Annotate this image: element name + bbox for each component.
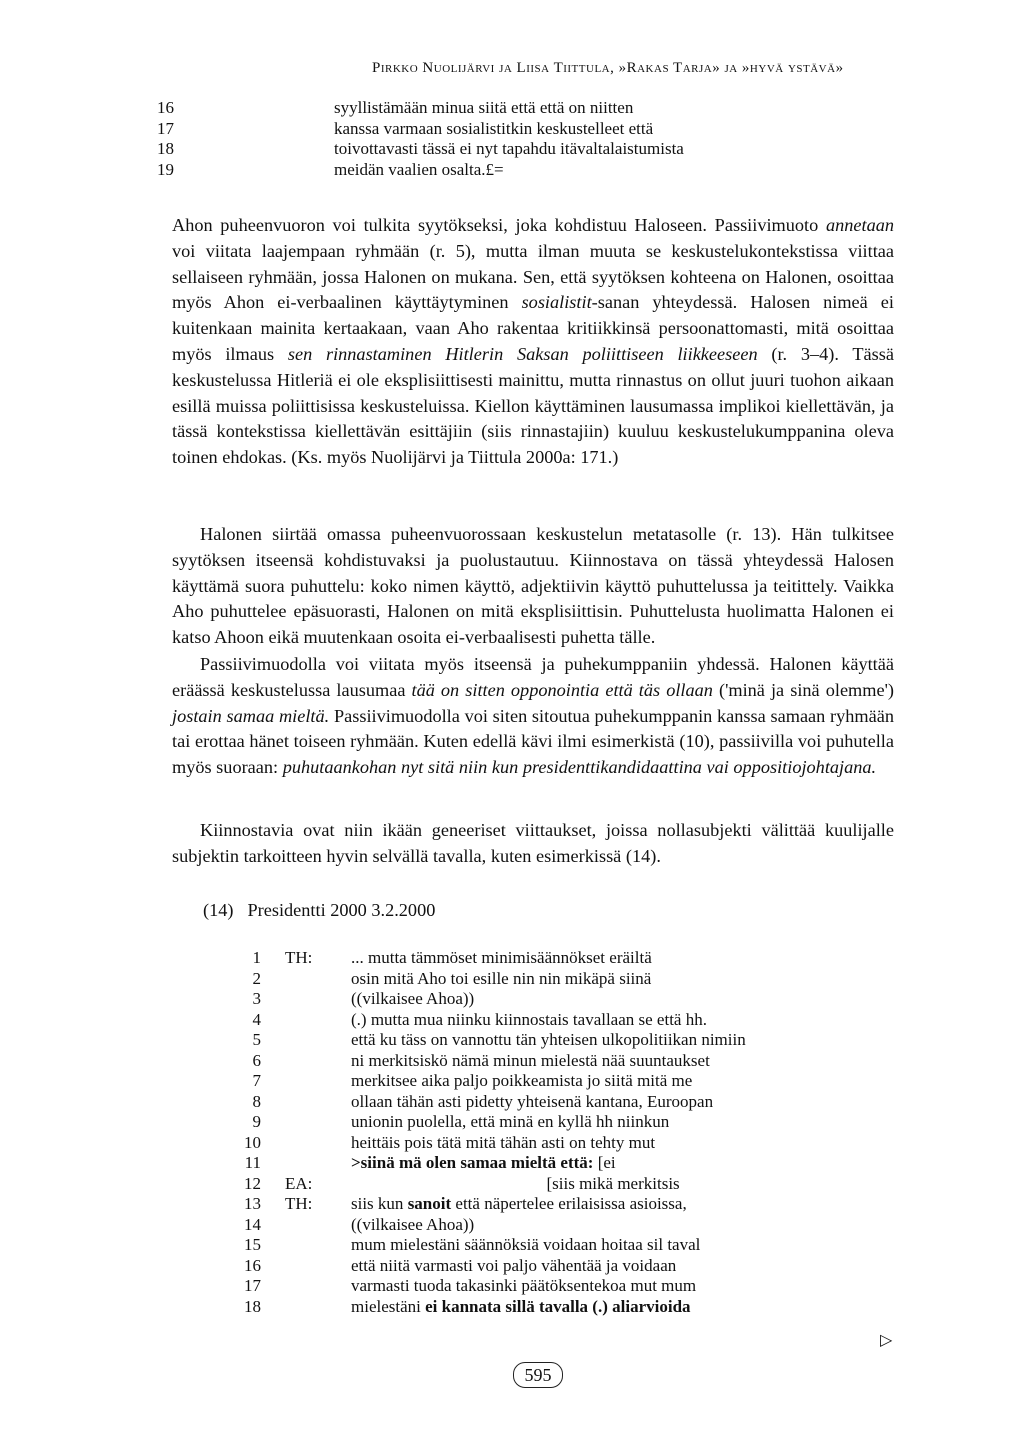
line-number: 16 xyxy=(244,1255,261,1275)
line-text: että niitä varmasti voi paljo vähentää ja voidaan xyxy=(351,1255,677,1275)
speaker-label xyxy=(261,1030,351,1051)
line-text: siis kun sanoit että näpertelee erilaisissa asioissa, xyxy=(351,1194,687,1213)
line-text: syyllistämään minua siitä että että on niitten xyxy=(334,98,634,117)
transcript-line xyxy=(235,1051,746,1072)
transcript-line xyxy=(235,1133,746,1154)
speaker-label xyxy=(261,1276,351,1297)
line-text: ... mutta tämmöset minimisäännökset eräiltä xyxy=(351,948,652,967)
line-text: että ku täss on vannottu tän yhteisen ulkopolitiikan nimiin xyxy=(351,1030,746,1049)
transcript-line xyxy=(235,1215,746,1236)
top-transcript xyxy=(148,98,684,180)
speaker-label: TH: xyxy=(285,1194,313,1213)
line-text: (.) mutta mua niinku kiinnostais tavallaan se että hh. xyxy=(351,1009,707,1029)
speaker-label xyxy=(261,1256,351,1277)
speaker-label xyxy=(261,1133,351,1154)
line-number: 9 xyxy=(252,1112,261,1131)
line-text: [siis mikä merkitsis xyxy=(351,1173,680,1193)
transcript-line xyxy=(235,1256,746,1277)
line-number: 17 xyxy=(157,118,174,138)
line-number: 10 xyxy=(244,1132,261,1152)
speaker-label xyxy=(174,98,334,119)
line-number: 19 xyxy=(157,159,174,179)
speaker-label xyxy=(261,1051,351,1072)
paragraph-1: Ahon puheenvuoron voi tulkita syytökseksi, joka kohdistuu Haloseen. Passiivimuoto annetaan voi viitata laajempaan ryhmään (r. 5), mutta ilman muuta se keskustelukontekstissa viittaa sellaiseen ryhmään, jossa Halonen on mukana. Sen, että syytöksen kohteena on Halonen, osoittaa myös Ahon ei-verbaalinen käyttäytyminen sosialistit-sanan yhteydessä. Halosen nimeä ei kuitenkaan mainita kertaakaan, vaan Aho rakentaa kritiikkinsä persoonattomasti, mitä osoittaa myös ilmaus sen rinnastaminen Hitlerin Saksan poliittiseen liikkeeseen (r. 3–4). Tässä keskustelussa Hitleriä ei ole eksplisiittisesti mainittu, mutta rinnastus on ollut juuri tuohon aikaan esillä muissa poliittisissa keskusteluissa. Kiellon käyttäminen lausumassa implikoi kiellettävän, ja tässä kontekstissa kiellettävän esittäjiin (siis rinnastajiin) kuuluu keskustelukumppanina oleva toinen ehdokas. (Ks. myös Nuolijärvi ja Tiittula 2000a: 171.) xyxy=(172,215,894,468)
transcript-line xyxy=(148,160,684,181)
line-number: 18 xyxy=(244,1296,261,1316)
speaker-label xyxy=(261,1092,351,1113)
line-text: ni merkitsiskö nämä minun mielestä nää suuntaukset xyxy=(351,1050,710,1070)
transcript-line xyxy=(148,98,684,119)
line-number: 3 xyxy=(252,989,261,1008)
line-number: 11 xyxy=(244,1153,261,1172)
line-number: 18 xyxy=(157,139,174,158)
line-text: >siinä mä olen samaa mieltä että: [ei xyxy=(351,1153,616,1172)
paragraph-4: Kiinnostavia ovat niin ikään geneeriset viittaukset, joissa nollasubjekti välittää kuulijalle subjektin tarkoitteen hyvin selvällä tavalla, kuten esimerkissä (14). xyxy=(172,820,894,866)
transcript-line xyxy=(235,1071,746,1092)
line-text: osin mitä Aho toi esille nin nin mikäpä siinä xyxy=(351,968,652,988)
speaker-label: TH: xyxy=(285,948,313,967)
line-text: meidän vaalien osalta.£= xyxy=(334,159,504,179)
speaker-label xyxy=(261,1215,351,1236)
speaker-label xyxy=(174,160,334,181)
transcript-line xyxy=(235,1153,746,1174)
transcript-line xyxy=(235,969,746,990)
transcript-line xyxy=(235,1010,746,1031)
line-number: 1 xyxy=(252,948,261,967)
line-number: 12 xyxy=(244,1173,261,1193)
transcript-line xyxy=(235,1235,746,1256)
line-number: 13 xyxy=(244,1194,261,1213)
transcript-line xyxy=(235,1030,746,1051)
example-title: Presidentti 2000 3.2.2000 xyxy=(247,900,436,920)
transcript-line xyxy=(235,1297,746,1318)
line-number: 17 xyxy=(244,1276,261,1295)
example-heading xyxy=(203,900,449,921)
page-number: 595 xyxy=(513,1362,563,1388)
paragraph-3: Passiivimuodolla voi viitata myös itseensä ja puhekumppaniin yhdessä. Halonen käyttää eräässä keskustelussa lausumaa tää on sitten opponointia että täs ollaan ('minä ja sinä olemme') jostain samaa mieltä. Passiivimuodolla voi siten sitoutua puhekumppanin kanssa samaan ryhmään tai erottaa hänet toiseen ryhmään. Kuten edellä kävi ilmi esimerkistä (10), passiivilla voi puhutella myös suoraan: puhutaankohan nyt sitä niin kun presidenttikandidaattina vai oppositiojohtajana. xyxy=(172,654,894,778)
speaker-label xyxy=(261,1153,351,1174)
transcript-line xyxy=(235,1092,746,1113)
transcript-line xyxy=(148,119,684,140)
transcript-line xyxy=(235,1112,746,1133)
line-number: 4 xyxy=(252,1009,261,1029)
line-number: 6 xyxy=(252,1050,261,1070)
transcript-line xyxy=(235,1276,746,1297)
transcript-line xyxy=(235,1174,746,1195)
line-text: ((vilkaisee Ahoa)) xyxy=(351,989,475,1008)
speaker-label xyxy=(261,989,351,1010)
example-transcript xyxy=(235,948,746,1317)
speaker-label: EA: xyxy=(285,1173,313,1193)
running-header: Pirkko Nuolijärvi ja Liisa Tiittula, »Rakas Tarja» ja »hyvä ystävä» xyxy=(372,60,844,76)
speaker-label xyxy=(261,969,351,990)
speaker-label xyxy=(261,1235,351,1256)
line-number: 7 xyxy=(252,1071,261,1090)
transcript-line xyxy=(235,948,746,969)
line-text: kanssa varmaan sosialistitkin keskustelleet että xyxy=(334,118,654,138)
speaker-label xyxy=(174,139,334,160)
example-number: (14) xyxy=(203,900,234,920)
line-number: 5 xyxy=(252,1030,261,1049)
line-number: 14 xyxy=(244,1214,261,1234)
line-text: mum mielestäni säännöksiä voidaan hoitaa sil taval xyxy=(351,1235,701,1254)
speaker-label xyxy=(261,1112,351,1133)
transcript-line xyxy=(235,989,746,1010)
speaker-label xyxy=(261,1010,351,1031)
line-number: 15 xyxy=(244,1235,261,1254)
paragraph-2: Halonen siirtää omassa puheenvuorossaan keskustelun metatasolle (r. 13). Hän tulkitsee syytöksen itseensä kohdistuvaksi ja puolustautuu. Kiinnostava on tässä yhteydessä Halosen käyttämä suora puhuttelu: koko nimen käyttö, adjektiivin käyttö puhuttelussa ja teitittely. Vaikka Aho puhuttelee epäsuorasti, Halonen on mitä eksplisiittisin. Puhuttelusta huolimatta Halonen ei katso Ahoon eikä muutenkaan osoita ei-verbaalisesti puhetta tälle. xyxy=(172,524,894,648)
line-text: mielestäni ei kannata sillä tavalla (.) aliarvioida xyxy=(351,1296,691,1316)
triangle-right-icon: ▷ xyxy=(880,1332,893,1349)
transcript-line xyxy=(148,139,684,160)
line-number: 8 xyxy=(252,1091,261,1111)
line-text: merkitsee aika paljo poikkeamista jo siitä mitä me xyxy=(351,1071,693,1090)
line-text: varmasti tuoda takasinki päätöksentekoa mut mum xyxy=(351,1276,697,1295)
speaker-label xyxy=(261,1297,351,1318)
line-number: 2 xyxy=(252,968,261,988)
line-number: 16 xyxy=(157,98,174,117)
speaker-label xyxy=(174,119,334,140)
line-text: toivottavasti tässä ei nyt tapahdu itävaltalaistumista xyxy=(334,139,684,158)
line-text: heittäis pois tätä mitä tähän asti on tehty mut xyxy=(351,1132,656,1152)
line-text: ((vilkaisee Ahoa)) xyxy=(351,1214,475,1234)
line-text: unionin puolella, että minä en kyllä hh niinkun xyxy=(351,1112,670,1131)
speaker-label xyxy=(261,1071,351,1092)
transcript-line xyxy=(235,1194,746,1215)
line-text: ollaan tähän asti pidetty yhteisenä kantana, Euroopan xyxy=(351,1091,714,1111)
